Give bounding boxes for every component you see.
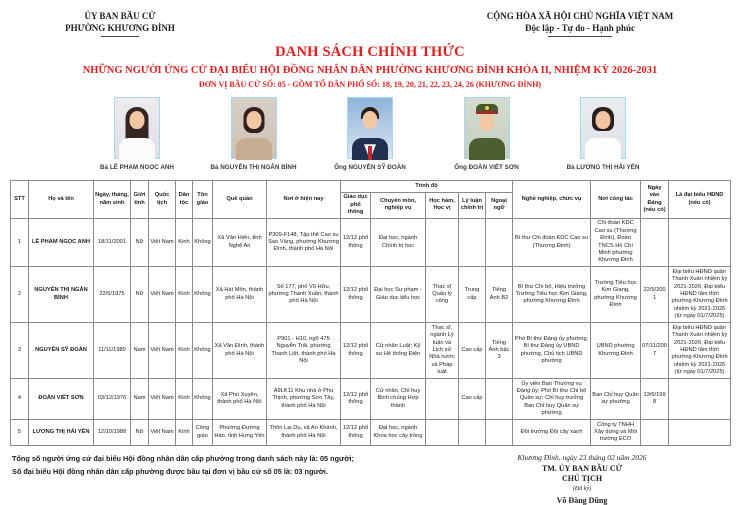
portrait-cap-band (476, 111, 498, 114)
cell-party-date: 07/11/2007 (641, 323, 669, 379)
cell-dob: 22/5/1975 (94, 267, 131, 323)
col-header-dob: Ngày, tháng, năm sinh (94, 181, 131, 219)
cell-politics: Trung cấp (459, 267, 486, 323)
cell-ethnicity: Kinh (176, 379, 193, 420)
col-header-religion: Tôn giáo (193, 181, 213, 219)
titles-block (10, 44, 730, 89)
portrait-face (363, 111, 378, 129)
portrait-body (236, 138, 272, 160)
document-footer (10, 453, 730, 505)
col-header-prof: Chuyên môn, nghiệp vụ (371, 192, 426, 218)
signature-role: CHỦ TỊCH (561, 474, 603, 484)
signature-org: TM. ỦY BAN BẦU CỬ (541, 464, 623, 474)
col-header-language: Ngoại ngữ (486, 192, 513, 218)
cell-language (486, 420, 513, 446)
col-header-politics: Lý luận chính trị (459, 192, 486, 218)
portrait-face (479, 113, 494, 131)
candidate-5-photo (580, 97, 626, 159)
cell-ethnicity: Kinh (176, 267, 193, 323)
candidate-2-caption: Bà NGUYỄN THỊ NGÂN BÌNH (210, 164, 297, 172)
cell-party-date (641, 218, 669, 266)
cell-residence: P901 - H10, ngõ 475 Nguyễn Trãi, phường Thanh Liệt, thành phố Hà Nội (267, 323, 341, 379)
cell-party-date: 13/6/1998 (641, 379, 669, 420)
cell-degree (426, 218, 459, 266)
cell-name: NGUYỄN THỊ NGÂN BÌNH (29, 267, 94, 323)
cell-nationality: Việt Nam (149, 379, 176, 420)
cell-name: LƯƠNG THỊ HẢI YẾN (29, 420, 94, 446)
candidate-2 (199, 97, 309, 171)
cell-party-date: 22/5/2001 (641, 267, 669, 323)
cell-religion: Không (193, 267, 213, 323)
cell-hometown: Xã Phú Xuyên, thành phố Hà Nội (213, 379, 267, 420)
election-unit-line: ĐƠN VỊ BẦU CỬ SỐ: 05 - GỒM TỔ DÂN PHỐ SỐ: 18, 19, 20, 21, 22, 23, 24, 26 (KHƯƠNG ĐÌNH) (198, 80, 542, 90)
cell-hometown: Xã Vân Đình, thành phố Hà Nội (213, 323, 267, 379)
cell-ethnicity: Kinh (176, 218, 193, 266)
col-header-level-group: Trình độ (341, 181, 513, 192)
cell-delegate (669, 379, 731, 420)
col-header-nationality: Quốc tịch (149, 181, 176, 219)
signed-note: (Đã ký) (572, 486, 592, 493)
col-header-gender: Giới tính (131, 181, 149, 219)
candidate-5-caption: Bà LƯƠNG THỊ HẢI YẾN (566, 164, 640, 172)
cell-edu: 12/12 phổ thông (341, 267, 371, 323)
portrait-face (130, 111, 145, 129)
issuing-committee (10, 10, 230, 37)
cell-residence: Số 177, phố Vũ Hữu, phường Thanh Xuân, thành phố Hà Nội (267, 267, 341, 323)
candidate-3-photo (347, 97, 393, 159)
cell-workplace: Công ty TNHH Xây dựng và Môi trường ECO (591, 420, 641, 446)
cell-edu: 12/12 phổ thông (341, 379, 371, 420)
cell-occupation: Ủy viên Ban Thường vụ Đảng ủy; Phó Bí thư Chi bộ Quân sự; Chỉ huy trưởng Ban Chỉ huy Quân sự phường (513, 379, 591, 420)
cell-language (486, 218, 513, 266)
cell-nationality: Việt Nam (149, 218, 176, 266)
portrait-body (119, 138, 155, 160)
candidate-1-caption: Bà LÊ PHẠM NGỌC ANH (100, 164, 174, 172)
elected-count-line: Số đại biểu Hội đồng nhân dân cấp phường được bầu tại đơn vị bầu cử số 05 là: 03 người. (12, 466, 328, 476)
cell-hometown: Phường Đường Hào, tỉnh Hưng Yên (213, 420, 267, 446)
cell-occupation: Phó Bí thư Đảng ủy phường, Bí thư Đảng ủy UBND phường, Chủ tịch UBND phường (513, 323, 591, 379)
cell-degree (426, 379, 459, 420)
col-header-ethnicity: Dân tộc (176, 181, 193, 219)
cell-hometown: Xã Hát Môn, thành phố Hà Nội (213, 267, 267, 323)
cell-dob: 18/11/2001 (94, 218, 131, 266)
candidate-4-caption: Ông ĐOÀN VIẾT SƠN (454, 164, 519, 172)
table-row (11, 420, 731, 446)
signer-name: Võ Đăng Dũng (556, 496, 608, 505)
col-header-occupation: Nghề nghiệp, chức vụ (513, 181, 591, 219)
cell-prof: Đại học, ngành Khoa học cây trồng (371, 420, 426, 446)
summary-block (10, 453, 354, 505)
cell-ethnicity: Kinh (176, 323, 193, 379)
portrait-body (585, 138, 621, 160)
motto-line1: CỘNG HÒA XÃ HỘI CHỦ NGHĨA VIỆT NAM (486, 11, 674, 21)
cell-occupation: Bí thư Chi đoàn KDC Cao su (Thượng Đình) (513, 218, 591, 266)
cell-stt: 2 (11, 267, 29, 323)
table-row (11, 379, 731, 420)
document-title: DANH SÁCH CHÍNH THỨC (275, 44, 465, 61)
cell-residence: P309-F148, Tập thể Cao su Sao Vàng, phường Khương Đình, thành phố Hà Nội (267, 218, 341, 266)
table-row (11, 323, 731, 379)
motto-line2: Độc lập - Tự do - Hạnh phúc (524, 23, 635, 34)
cell-workplace: UBND phường Khương Đình (591, 323, 641, 379)
col-header-workplace: Nơi công tác (591, 181, 641, 219)
cell-nationality: Việt Nam (149, 323, 176, 379)
cell-delegate: Đại biểu HĐND quận Thanh Xuân nhiệm kỳ 2021-2026; Đại biểu HĐND lâm thời phường Khương Đình nhiệm kỳ 2021-2026 (từ ngày 01/7/2025) (669, 267, 731, 323)
portrait-tie (368, 146, 372, 160)
total-candidates-line: Tổng số người ứng cử đại biểu Hội đồng nhân dân cấp phường trong danh sách này là: 05 người; (12, 454, 354, 464)
candidate-3-caption: Ông NGUYỄN SỸ ĐOÀN (334, 164, 406, 172)
candidate-1-photo (114, 97, 160, 159)
candidate-3 (315, 97, 425, 171)
col-header-party-date: Ngày vào Đảng (nếu có) (641, 181, 669, 219)
cell-stt: 4 (11, 379, 29, 420)
cell-degree (426, 420, 459, 446)
col-header-stt: STT (11, 181, 29, 219)
cell-politics: Cao cấp (459, 323, 486, 379)
cell-stt: 1 (11, 218, 29, 266)
cell-language: Tiếng Anh B2 (486, 267, 513, 323)
col-header-hometown: Quê quán (213, 181, 267, 219)
col-header-name: Họ và tên (29, 181, 94, 219)
cell-occupation: Đội trưởng Đội cây xanh (513, 420, 591, 446)
cell-delegate: Đại biểu HĐND quận Thanh Xuân nhiệm kỳ 2021-2026; Đại biểu HĐND lâm thời phường Khương Đình nhiệm kỳ 2021-2026 (từ ngày 01/7/2025) (669, 323, 731, 379)
cell-residence: Thôn Lại Dụ, xã An Khánh, thành phố Hà Nội (267, 420, 341, 446)
cell-edu: 12/12 phổ thông (341, 420, 371, 446)
cell-occupation: Bí thư Chi bộ, Hiệu trưởng Trường Tiểu học Kim Giang, phường Khương Đình (513, 267, 591, 323)
table-row (11, 218, 731, 266)
cell-stt: 5 (11, 420, 29, 446)
cell-name: NGUYỄN SỸ ĐOÀN (29, 323, 94, 379)
cell-religion: Công giáo (193, 420, 213, 446)
cell-religion: Không (193, 379, 213, 420)
cell-hometown: Xã Văn Hiến, tỉnh Nghệ An (213, 218, 267, 266)
cell-workplace: Trường Tiểu học Kim Giang, phường Khương Đình (591, 267, 641, 323)
cell-gender: Nữ (131, 267, 149, 323)
cell-residence: A9LK11 Khu nhà ở Phú Thịnh, phường Sơn Tây, thành phố Hà Nội (267, 379, 341, 420)
cell-gender: Nữ (131, 420, 149, 446)
portrait-face (596, 111, 611, 129)
cell-gender: Nam (131, 379, 149, 420)
cell-edu: 12/12 phổ thông (341, 323, 371, 379)
national-motto (430, 10, 730, 37)
cell-degree: Thạc sĩ, ngành Lý luận và Lịch sử Nhà nước và Pháp luật (426, 323, 459, 379)
cell-party-date (641, 420, 669, 446)
cell-gender: Nam (131, 323, 149, 379)
committee-line1: ỦY BAN BẦU CỬ (84, 11, 156, 21)
cell-language: Tiếng Anh bậc 3 (486, 323, 513, 379)
cell-name: ĐOÀN VIẾT SƠN (29, 379, 94, 420)
committee-line2: PHƯỜNG KHƯƠNG ĐÌNH (65, 23, 175, 34)
signature-block (452, 453, 712, 505)
cell-religion: Không (193, 218, 213, 266)
candidate-4 (432, 97, 542, 171)
col-header-edu: Giáo dục phổ thông (341, 192, 371, 218)
candidate-4-photo (464, 97, 510, 159)
cell-degree: Thạc sĩ Quản lý công (426, 267, 459, 323)
cell-workplace: Chi đoàn KDC Cao su (Thượng Đình), Đoàn TNCS Hồ Chí Minh phường Khương Đình (591, 218, 641, 266)
table-header-row-1 (11, 181, 731, 192)
cell-dob: 12/10/1988 (94, 420, 131, 446)
portrait-face (246, 111, 261, 129)
cell-delegate (669, 218, 731, 266)
cell-prof: Cử nhân, Chỉ huy Binh chủng Hợp thành (371, 379, 426, 420)
cell-language (486, 379, 513, 420)
candidate-2-photo (231, 97, 277, 159)
cell-prof: Đại học Sư phạm - Giáo dục tiểu học (371, 267, 426, 323)
cell-dob: 11/11/1980 (94, 323, 131, 379)
cell-nationality: Việt Nam (149, 267, 176, 323)
cell-politics (459, 420, 486, 446)
cell-nationality: Việt Nam (149, 420, 176, 446)
cell-name: LÊ PHẠM NGỌC ANH (29, 218, 94, 266)
cell-politics (459, 218, 486, 266)
col-header-delegate: Là đại biểu HĐND (nếu có) (669, 181, 731, 219)
signature-date: Khương Đình, ngày 23 tháng 02 năm 2026 (517, 453, 647, 463)
national-header (10, 10, 730, 37)
cell-religion: Không (193, 323, 213, 379)
candidate-5 (548, 97, 658, 171)
col-header-residence: Nơi ở hiện nay (267, 181, 341, 219)
portrait-body (469, 138, 505, 160)
document-subtitle: NHỮNG NGƯỜI ỨNG CỬ ĐẠI BIỂU HỘI ĐỒNG NHÂN DÂN PHƯỜNG KHƯƠNG ĐÌNH KHÓA II, NHIỆM KỲ 2026-2031 (82, 65, 658, 77)
cell-workplace: Ban Chỉ huy Quân sự phường (591, 379, 641, 420)
candidate-photo-row (10, 97, 730, 171)
table-row (11, 267, 731, 323)
cell-dob: 03/12/1976 (94, 379, 131, 420)
cell-ethnicity: Kinh (176, 420, 193, 446)
cell-politics: Cao cấp (459, 379, 486, 420)
col-header-degree: Học hàm, Học vị (426, 192, 459, 218)
cell-prof: Đại học, ngành Chính trị học (371, 218, 426, 266)
portrait-cap-star (485, 106, 489, 110)
cell-edu: 12/12 phổ thông (341, 218, 371, 266)
header-rule-left (101, 36, 139, 37)
cell-gender: Nữ (131, 218, 149, 266)
candidate-1 (82, 97, 192, 171)
cell-stt: 3 (11, 323, 29, 379)
header-rule-right (548, 36, 612, 37)
cell-prof: Cử nhân Luật; Kỹ sư Hệ thống Điện (371, 323, 426, 379)
cell-delegate (669, 420, 731, 446)
candidates-table (10, 180, 731, 446)
